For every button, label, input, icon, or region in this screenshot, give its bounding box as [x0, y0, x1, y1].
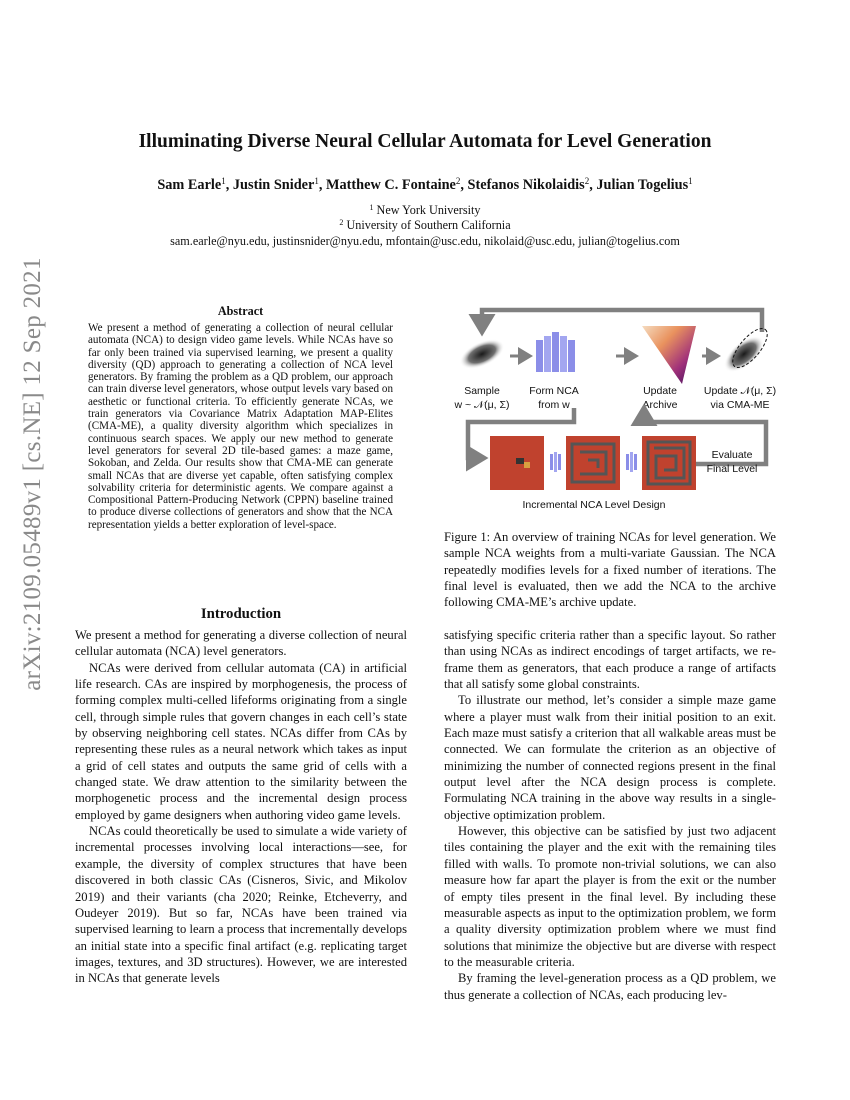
- affiliation-2: $^2$ University of Southern California: [339, 218, 511, 232]
- author-name: Stefanos Nikolaidis: [467, 177, 585, 193]
- label-final-level: Final Level: [706, 463, 758, 475]
- author-affiliation-mark: 1: [688, 176, 693, 186]
- intro-paragraph: However, this objective can be satisfied by just two adjacent tiles containing the player and the exit with the remaining tiles filled with walls. To promote non-trivial solutions, we can also measure how far apart the player is from the exit or the number of empty tiles present in the final level. By including these measurable aspects as input to the optimization problem, we form a quality diversity optimization problem where we must find solutions that minimize the objective but are diverse with respect to the measurable criteria.: [444, 824, 776, 969]
- author-affiliation-mark: 1: [314, 176, 319, 186]
- nca-network-icon: [536, 332, 575, 372]
- abstract-text: We present a method of generating a collection of neural cellular automata (NCA) to design video game levels. While NCAs have so far only been trained via supervised learning, we present a quality diversity (QD) approach to generating a collection of NCA level generators. By framing the problem as a QD problem, our approach can train diverse level generators, whose output levels vary based on aesthetic or functional criteria. To efficiently generate NCAs, we train generators via Covariance Matrix Adaptation MAP-Elites (CMA-ME), a quality diversity algorithm which specializes in continuous search spaces. We apply our new method to generate level generators for several 2D tile-based games: a maze game, Sokoban, and Zelda. Our results show that CMA-ME can generate small NCAs that are diverse yet capable, often satisfying complex solvability criteria for deterministic agents. We compare against a Compositional Pattern-Producing Network (CPPN) baseline trained to produce diverse collections of generators and show that the NCA representation yields a better exploration of level-space.: [88, 322, 393, 531]
- label-update-dist: Update 𝒩(μ, Σ): [703, 385, 776, 397]
- label-sample: Sample: [464, 385, 500, 397]
- arxiv-identifier: arXiv:2109.05489v1 [cs.NE] 12 Sep 2021: [19, 257, 46, 691]
- author-affiliation-mark: 1: [221, 176, 226, 186]
- label-via-cma: via CMA-ME: [710, 399, 770, 411]
- author-affiliation-mark: 2: [455, 176, 461, 186]
- label-archive: Archive: [642, 399, 678, 411]
- author-name: Julian Togelius: [596, 177, 689, 193]
- gaussian-sample-icon: [455, 333, 509, 375]
- intro-paragraph: We present a method for generating a diverse collection of neural cellular automata (NCA) level generators.: [75, 628, 407, 659]
- intro-paragraph: NCAs could theoretically be used to simulate a wide variety of incremental processes involving local interactions—see, for example, the diversity of complex structures that have been discovered in both classic CAs (Cisneros, Sivic, and Mikolov 2019) and their variants (cha 2020; Reinke, Etcheverry, and Oudeyer 2019). But so far, NCAs have been trained via supervised learning to learn a process that incrementally develops an initial state into a specific final artifact (e.g. replicating target images, textures, and 3D structures). However, we are interested in NCAs that generate levels: [75, 824, 407, 986]
- label-form-nca: Form NCA: [529, 385, 579, 397]
- author-emails: sam.earle@nyu.edu, justinsnider@nyu.edu, mfontain@usc.edu, nikolaid@usc.edu, julian@togelius.com: [170, 234, 680, 248]
- figure-1-diagram: [444, 296, 776, 518]
- label-sample-formula: w ~ 𝒩(μ, Σ): [454, 399, 510, 411]
- label-form-nca-from: from w: [538, 399, 570, 411]
- intro-paragraph: satisfying specific criteria rather than a specific layout. So rather than using NCAs as indirect encodings of target artifacts, we re-frame them as generators, that each produce a range of artifacts that all satisfy some global constraints.: [444, 628, 776, 692]
- nca-step-icon: [626, 452, 637, 472]
- right-column-body: [444, 627, 776, 1003]
- paper-title: Illuminating Diverse Neural Cellular Automata for Level Generation: [138, 131, 712, 152]
- intro-paragraph: To illustrate our method, let’s consider a simple maze game where a player must walk from their initial position to an exit. Each maze must satisfy a criterion that all walkable areas must be connected. We can formulate the criterion as an objective of minimizing the number of connected regions present in the final output level after the NCA design process is complete. Formulating NCA training in the above way results in a single-objective optimization problem.: [444, 693, 776, 822]
- affiliation-1: $^1$ New York University: [369, 203, 481, 217]
- nca-step-icon: [550, 452, 561, 472]
- label-evaluate: Evaluate: [711, 449, 753, 461]
- figure-1-caption: Figure 1: An overview of training NCAs for level generation. We sample NCA weights from a multi-variate Gaussian. The NCA repeatedly modifies levels for a fixed number of iterations. The final level is evaluated, then we add the NCA to the archive following CMA-ME’s archive update.: [444, 530, 776, 610]
- author-affiliation-mark: 2: [584, 176, 590, 186]
- left-column-body: [75, 627, 407, 987]
- label-update: Update: [643, 385, 677, 397]
- feedback-arrow: [482, 310, 762, 332]
- author-name: Matthew C. Fontaine: [326, 177, 456, 193]
- author-name: Sam Earle: [157, 177, 222, 193]
- label-incremental-design: Incremental NCA Level Design: [522, 499, 666, 511]
- intro-paragraph: By framing the level-generation process as a QD problem, we thus generate a collection of NCAs, each producing lev-: [444, 971, 776, 1002]
- author-list: Sam Earle$^1$, Justin Snider$^1$, Matthew C. Fontaine$^2$, Stefanos Nikolaidis$^2$, Julian Togelius$^1$: [157, 176, 693, 193]
- author-name: Justin Snider: [232, 177, 315, 193]
- abstract-heading: Abstract: [217, 304, 264, 318]
- intro-paragraph: NCAs were derived from cellular automata (CA) in artificial life research. CAs are inspired by morphogenesis, the process of forming complex multi-celled lifeforms originating from a single cell, through simple rules that govern changes in each cell’s state by observing neighboring cell states. NCAs differ from CAs by representing these rules as a neural network which takes as input a grid of cell states and outputs the same grid of cells with a changed state. We draw attention to the similarity between the morphogenetic process and the incremental design process employed by game designers when authoring video game levels.: [75, 660, 407, 822]
- level-frame-final: [642, 436, 696, 490]
- archive-heatmap-icon: [642, 326, 696, 384]
- introduction-heading: Introduction: [200, 606, 282, 622]
